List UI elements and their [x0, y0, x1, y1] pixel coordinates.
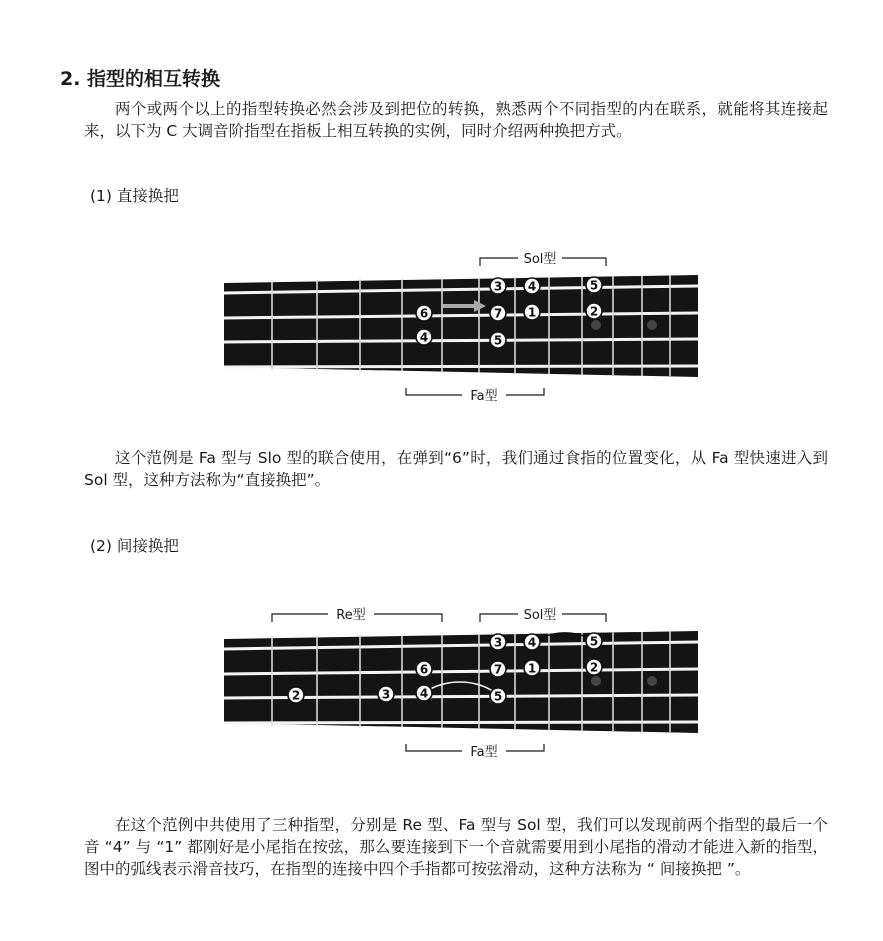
svg-text:6: 6 — [419, 306, 429, 321]
note-1 — [524, 304, 540, 320]
svg-text:7: 7 — [493, 662, 503, 677]
example1-description: 这个范例是 Fa 型与 Slo 型的联合使用，在弹到“6”时，我们通过食指的位置变化，从 Fa 型快速进入到 Sol 型，这种方法称为“直接换把”。 — [84, 449, 828, 489]
fretboard-diagram-indirect-shift — [210, 596, 710, 766]
string-4 — [224, 366, 698, 367]
note-5 — [586, 633, 602, 649]
note-2 — [586, 303, 602, 319]
note-6 — [416, 305, 432, 321]
note-5 — [586, 277, 602, 293]
inlay-dot — [647, 320, 657, 330]
sol-shape-label: Sol型 — [523, 608, 557, 623]
note-3 — [490, 278, 506, 294]
fretboard-diagram-direct-shift — [210, 240, 710, 410]
svg-text:3: 3 — [493, 635, 503, 650]
inlay-dot — [591, 320, 601, 330]
fa-shape-label: Fa型 — [470, 745, 498, 760]
note-2 — [288, 687, 304, 703]
svg-text:4: 4 — [419, 686, 429, 701]
svg-text:2: 2 — [291, 688, 301, 703]
svg-text:5: 5 — [589, 278, 599, 293]
note-4 — [416, 685, 432, 701]
section-heading: 2. 指型的相互转换 — [60, 68, 221, 90]
inlay-dot — [591, 676, 601, 686]
svg-text:2: 2 — [589, 660, 599, 675]
re-shape-label: Re型 — [336, 608, 366, 623]
note-6 — [416, 661, 432, 677]
svg-text:1: 1 — [527, 305, 537, 320]
svg-text:2: 2 — [589, 304, 599, 319]
svg-text:7: 7 — [493, 306, 503, 321]
inlay-dot — [647, 676, 657, 686]
svg-text:3: 3 — [381, 687, 391, 702]
fa-shape-label: Fa型 — [470, 389, 498, 404]
note-7 — [490, 661, 506, 677]
svg-text:5: 5 — [493, 689, 503, 704]
note-4 — [416, 329, 432, 345]
sol-shape-label: Sol型 — [523, 252, 557, 267]
example2-title: (2) 间接换把 — [90, 537, 179, 555]
svg-text:5: 5 — [589, 634, 599, 649]
example2-description: 在这个范例中共使用了三种指型，分别是 Re 型、Fa 型与 Sol 型，我们可以发现前两个指型的最后一个音 “4” 与 “1” 都刚好是小尾指在按弦，那么要连接到下一个音就需要用到小尾指的滑动才能进入新的指型，图中的弧线表示滑音技巧，在指型的连接中四个手指都可按弦滑动，这种方法称为 “ 间接换把 ”。 — [84, 816, 828, 878]
intro-paragraph: 两个或两个以上的指型转换必然会涉及到把位的转换，熟悉两个不同指型的内在联系，就能将其连接起来，以下为 C 大调音阶指型在指板上相互转换的实例，同时介绍两种换把方式。 — [84, 100, 828, 140]
example1-title: (1) 直接换把 — [90, 187, 179, 205]
svg-text:4: 4 — [419, 330, 429, 345]
note-2 — [586, 659, 602, 675]
note-3 — [490, 634, 506, 650]
svg-text:4: 4 — [527, 279, 537, 294]
note-1 — [524, 660, 540, 676]
svg-text:6: 6 — [419, 662, 429, 677]
svg-text:3: 3 — [493, 279, 503, 294]
note-4 — [524, 634, 540, 650]
svg-text:5: 5 — [493, 333, 503, 348]
note-5 — [490, 332, 506, 348]
note-7 — [490, 305, 506, 321]
note-5 — [490, 688, 506, 704]
string-4 — [224, 722, 698, 723]
note-4 — [524, 278, 540, 294]
svg-text:1: 1 — [527, 661, 537, 676]
svg-text:4: 4 — [527, 635, 537, 650]
note-3 — [378, 686, 394, 702]
